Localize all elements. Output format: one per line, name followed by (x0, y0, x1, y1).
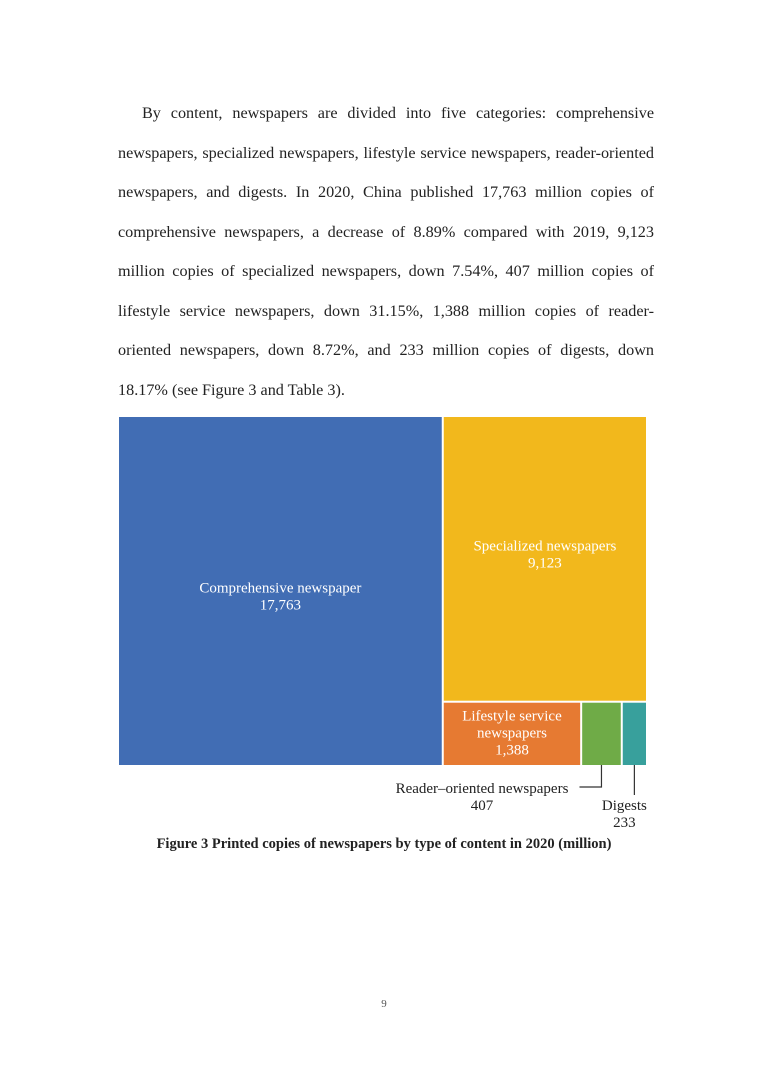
callout-value-label: 233 (613, 815, 636, 831)
treemap-block-reader-oriented-newspapers (582, 703, 621, 765)
treemap-name-label: newspapers (476, 725, 547, 742)
treemap-name-label: Specialized newspapers (473, 538, 617, 555)
callout-name-label: Digests (601, 798, 647, 814)
callout-value-label: 407 (470, 798, 494, 814)
treemap-name-label: Lifestyle service (462, 708, 562, 725)
callout-label-digests (602, 798, 647, 831)
treemap-name-label: Comprehensive newspaper (199, 580, 362, 597)
treemap-value-label: 1,388 (495, 742, 529, 759)
figure-caption: Figure 3 Printed copies of newspapers by type of content in 2020 (million) (156, 836, 612, 852)
callout-name-label: Reader–oriented newspapers (395, 781, 569, 797)
page-number: 9 (381, 998, 387, 1010)
treemap-value-label: 17,763 (259, 597, 302, 614)
callout-label-reader-oriented-newspapers (396, 781, 569, 814)
treemap-block-digests (623, 703, 646, 765)
callout-leader-reader-oriented-newspapers (579, 765, 601, 787)
body-paragraph: By content, newspapers are divided into five categories: comprehensive newspapers, specialized newspapers, lifestyle service newspapers, reader-oriented newspapers, and digests. In 2020, China published 17,763 million copies of comprehensive newspapers, a decrease of 8.89% compared with 2019, 9,123 million copies of specialized newspapers, down 7.54%, 407 million copies of lifestyle service newspapers, down 31.15%, 1,388 million copies of reader-oriented newspapers, down 8.72%, and 233 million copies of digests, down 18.17% (see Figure 3 and Table 3). (118, 104, 654, 399)
treemap-value-label: 9,123 (528, 555, 562, 572)
